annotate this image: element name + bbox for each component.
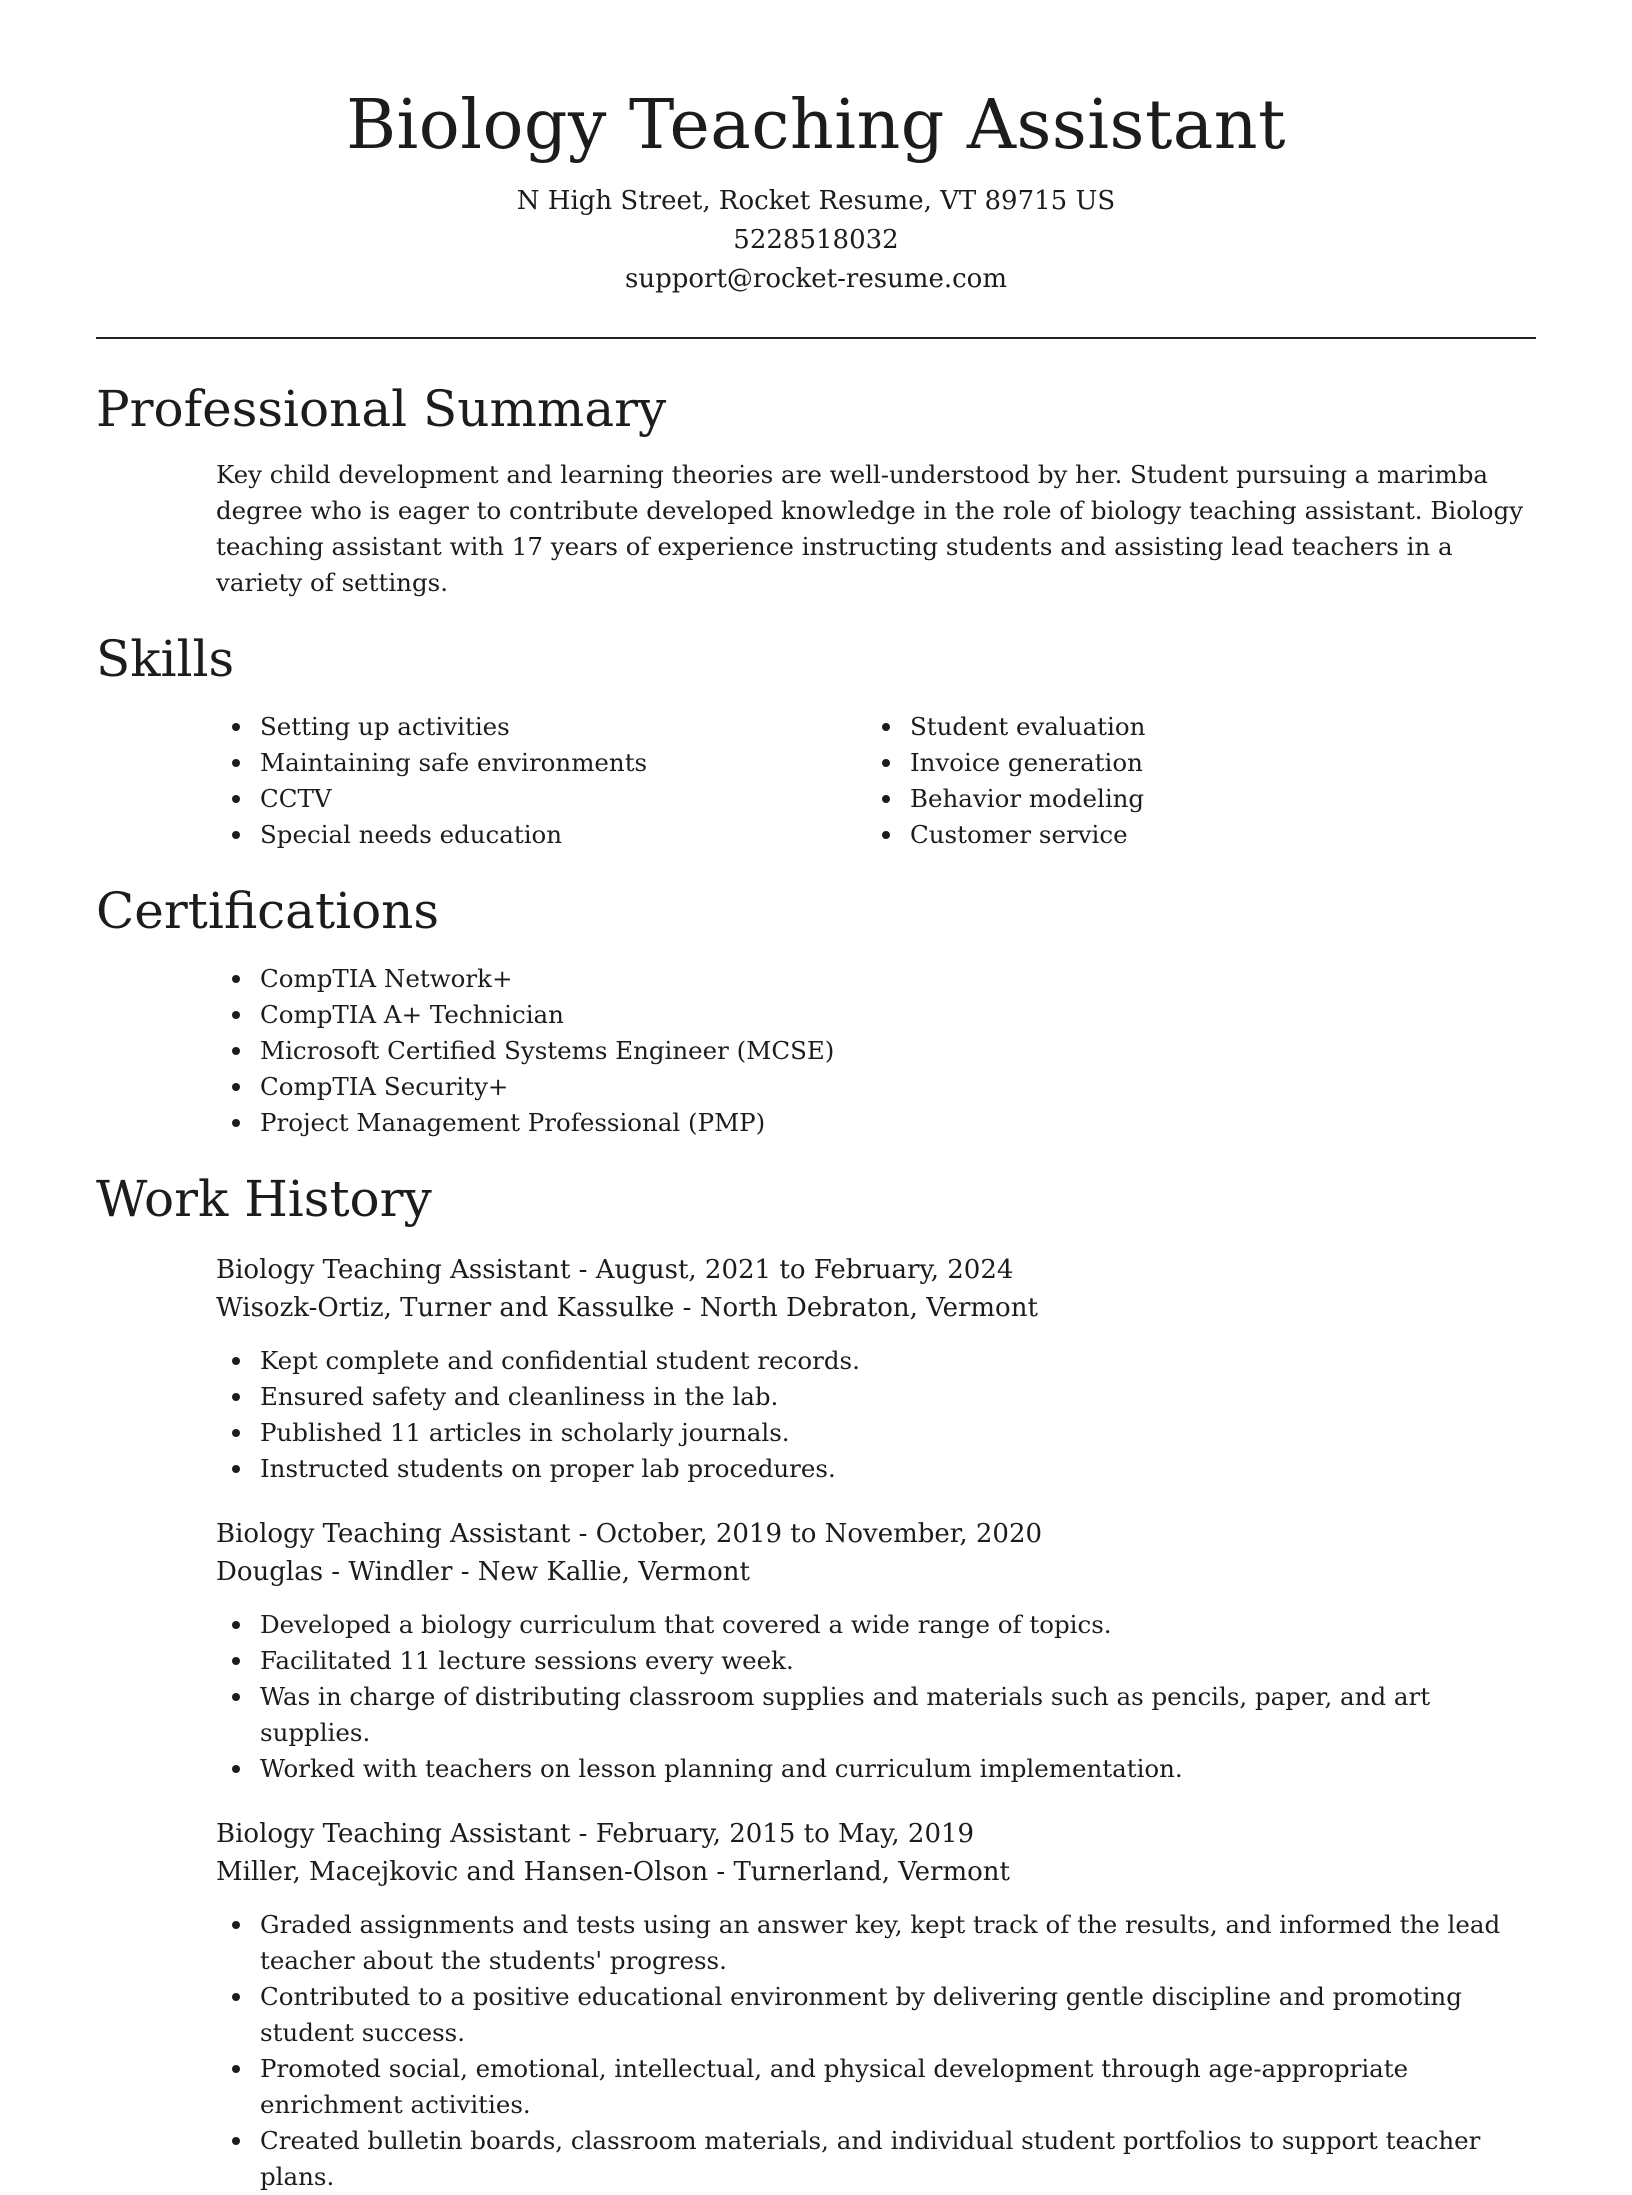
skill-item: Maintaining safe environments: [260, 745, 866, 781]
job-dates: - February, 2015 to May, 2019: [570, 1819, 975, 1849]
job-bullet: Contributed to a positive educational environment by delivering gentle discipline and promoting student success.: [260, 1979, 1541, 2051]
job-company: Douglas - Windler: [216, 1557, 453, 1587]
job-role: Biology Teaching Assistant: [216, 1819, 571, 1849]
skills-grid: [216, 709, 1536, 853]
skill-item: CCTV: [260, 781, 866, 817]
job-bullet: Worked with teachers on lesson planning and curriculum implementation.: [260, 1751, 1541, 1787]
skills-column-left: [216, 709, 866, 853]
skill-item: Special needs education: [260, 817, 866, 853]
skill-item: Behavior modeling: [910, 781, 1516, 817]
job-bullet: Published 11 articles in scholarly journals.: [260, 1415, 1541, 1451]
resume-page: [96, 0, 1536, 2195]
job-bullet: Graded assignments and tests using an answer key, kept track of the results, and informed the lead teacher about the students' progress.: [260, 1907, 1541, 1979]
job-title-line: [216, 1815, 1541, 1853]
job-bullet: Promoted social, emotional, intellectual, and physical development through age-appropriate enrichment activities.: [260, 2051, 1541, 2123]
job-dates: - October, 2019 to November, 2020: [570, 1519, 1043, 1549]
job-bullet: Created bulletin boards, classroom materials, and individual student portfolios to support teacher plans.: [260, 2123, 1541, 2195]
work-history-heading: Work History: [96, 1170, 432, 1228]
job-bullet: Developed a biology curriculum that covered a wide range of topics.: [260, 1607, 1541, 1643]
address: N High Street, Rocket Resume, VT 89715 US: [516, 186, 1116, 216]
certification-item: CompTIA A+ Technician: [260, 997, 1536, 1033]
job-title-line: [216, 1515, 1541, 1553]
job-dates: - August, 2021 to February, 2024: [570, 1255, 1014, 1285]
certification-item: Microsoft Certified Systems Engineer (MCSE): [260, 1033, 1536, 1069]
job-company-line: [216, 1289, 1541, 1327]
skill-item: Invoice generation: [910, 745, 1516, 781]
job-bullet: Was in charge of distributing classroom supplies and materials such as pencils, paper, and art supplies.: [260, 1679, 1541, 1751]
summary-heading: Professional Summary: [96, 380, 667, 438]
certification-item: Project Management Professional (PMP): [260, 1105, 1536, 1141]
job-location: - New Kallie, Vermont: [452, 1557, 750, 1587]
job-company-line: [216, 1553, 1541, 1591]
job-location: - Turnerland, Vermont: [708, 1857, 1010, 1887]
job-role: Biology Teaching Assistant: [216, 1255, 571, 1285]
skill-item: Setting up activities: [260, 709, 866, 745]
job-bullet: Kept complete and confidential student records.: [260, 1343, 1541, 1379]
phone: 5228518032: [733, 225, 899, 255]
summary-text: Key child development and learning theories are well-understood by her. Student pursuing a marimba degree who is eager to contribute developed knowledge in the role of biology teaching assistant. Biology teaching assistant with 17 years of experience instructing students and assisting lead teachers in a variety of settings.: [216, 460, 1524, 597]
certification-item: CompTIA Security+: [260, 1069, 1536, 1105]
job-entry: [216, 1251, 1541, 1487]
job-bullet: Ensured safety and cleanliness in the lab.: [260, 1379, 1541, 1415]
skills-column-right: [866, 709, 1516, 853]
job-company: Wisozk-Ortiz, Turner and Kassulke: [216, 1293, 675, 1323]
candidate-name: Biology Teaching Assistant: [346, 86, 1286, 165]
job-entry: [216, 1515, 1541, 1787]
contact-info: [96, 182, 1536, 299]
job-bullet: Instructed students on proper lab procedures.: [260, 1451, 1541, 1487]
job-bullet: Facilitated 11 lecture sessions every week.: [260, 1643, 1541, 1679]
certification-item: CompTIA Network+: [260, 961, 1536, 997]
skill-item: Student evaluation: [910, 709, 1516, 745]
job-title-line: [216, 1251, 1541, 1289]
job-location: - North Debraton, Vermont: [674, 1293, 1038, 1323]
job-role: Biology Teaching Assistant: [216, 1519, 571, 1549]
header-divider: [96, 337, 1536, 339]
skills-heading: Skills: [96, 630, 235, 688]
resume-header: [96, 0, 1536, 299]
certifications-list: [216, 961, 1536, 1141]
job-entry: [216, 1815, 1541, 2195]
certifications-heading: Certifications: [96, 882, 440, 940]
email: support@rocket-resume.com: [624, 264, 1007, 294]
skill-item: Customer service: [910, 817, 1516, 853]
job-company-line: [216, 1853, 1541, 1891]
job-company: Miller, Macejkovic and Hansen-Olson: [216, 1857, 709, 1887]
